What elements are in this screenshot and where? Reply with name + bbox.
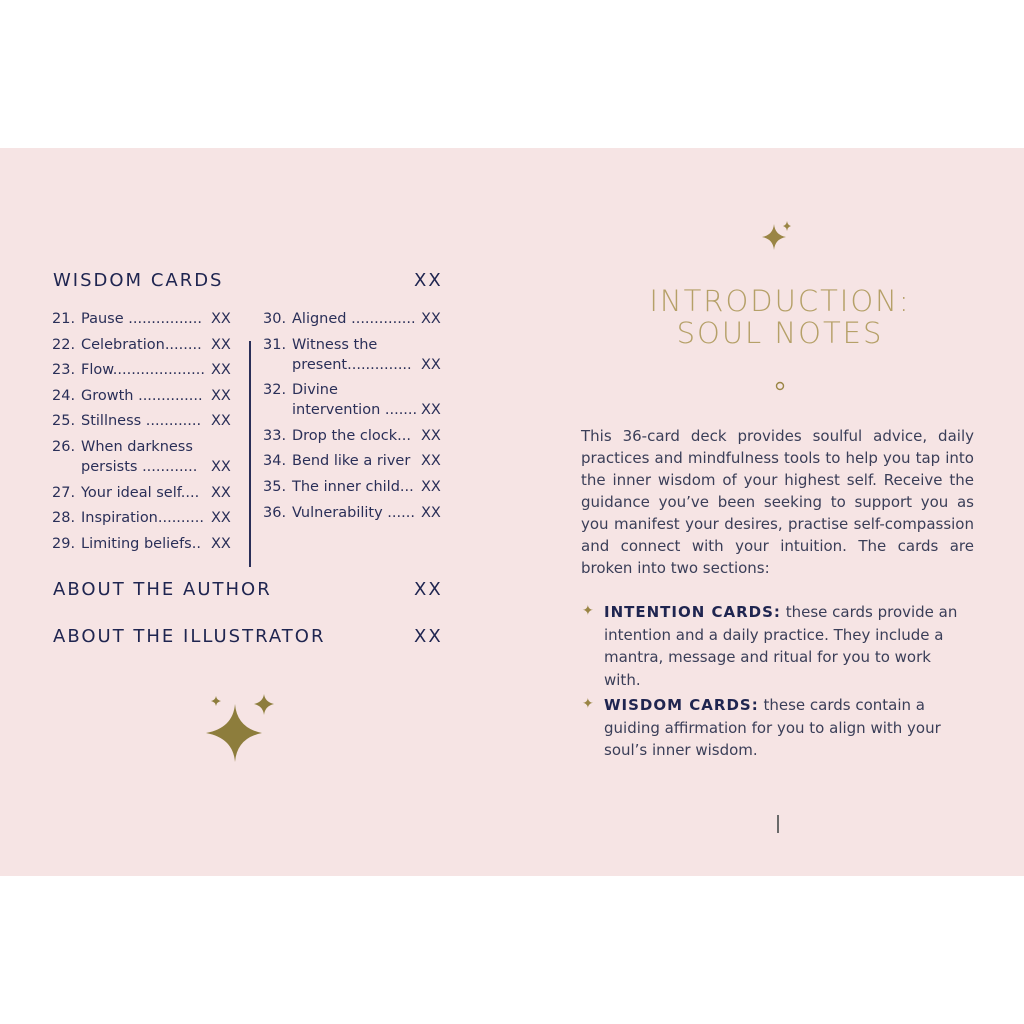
toc-entry-page: XX xyxy=(211,484,231,501)
toc-entry-number: 23. xyxy=(52,362,76,379)
toc-entry-title: Pause ................ xyxy=(81,311,202,327)
toc-entry-page: XX xyxy=(421,453,441,470)
wisdom-cards-heading: WISDOM CARDS xyxy=(53,270,224,291)
toc-entry-title: The inner child... xyxy=(292,479,414,495)
sparkle-cluster-icon xyxy=(200,690,280,770)
column-divider xyxy=(249,341,251,567)
section-bullet-text: these cards contain a guiding affirmation for you to align with your soul’s inner wisdom. xyxy=(604,696,941,759)
section-bullet-label: INTENTION CARDS: xyxy=(604,603,781,621)
toc-entry-title: Limiting beliefs.. xyxy=(81,535,201,552)
toc-entry-title: Growth .............. xyxy=(81,387,203,404)
toc-entry-page: XX xyxy=(211,362,231,379)
toc-entry-number: 32. xyxy=(263,382,287,399)
toc-entry-number: 30. xyxy=(263,311,287,327)
section-bullet xyxy=(604,694,964,762)
toc-entry-title: Inspiration.......... xyxy=(81,510,204,527)
toc-entry-number: 34. xyxy=(263,453,287,470)
toc-entry-number: 31. xyxy=(263,336,287,353)
section-bullet-text: these cards provide an intention and a daily practice. They include a mantra, message and ritual for you to work with. xyxy=(604,603,958,689)
toc-entry-title: When darkness xyxy=(81,439,193,455)
toc-entry-page: XX xyxy=(211,387,231,404)
toc-entry-title: Vulnerability ...... xyxy=(292,504,415,521)
toc-entry-number: 29. xyxy=(52,535,76,552)
toc-entry-page: XX xyxy=(211,413,231,430)
about-illustrator-heading: ABOUT THE ILLUSTRATOR xyxy=(53,626,326,647)
toc-entry-title: Celebration........ xyxy=(81,336,202,353)
toc-entry-page: XX xyxy=(211,510,231,527)
toc-entry-title-cont: persists ............ xyxy=(81,459,198,475)
intro-body-text: This 36-card deck provides soulful advice, daily practices and mindfulness tools to help you tap into the inner wisdom of your highest self. Receive the guidance you’ve been seeking to support you as you manifest your desires, practise self-compassion and connect with your intuition. The cards are broken into two sections: xyxy=(581,427,974,577)
bullet-sparkle-icon: ✦ xyxy=(582,696,594,712)
toc-entry-page: XX xyxy=(421,479,441,495)
wisdom-cards-page: XX xyxy=(414,270,443,291)
about-author-heading: ABOUT THE AUTHOR xyxy=(53,579,272,600)
toc-entry-page: XX xyxy=(211,459,231,475)
toc-entry-title: Divine xyxy=(292,382,338,399)
toc-entry-number: 24. xyxy=(52,387,76,404)
toc-entry-number: 27. xyxy=(52,484,76,501)
intro-title-line2: SOUL NOTES xyxy=(676,316,884,350)
toc-entry-number: 25. xyxy=(52,413,76,430)
circle-ornament-icon xyxy=(774,380,786,392)
bullet-sparkle-icon: ✦ xyxy=(582,603,594,619)
toc-entry-number: 35. xyxy=(263,479,287,495)
toc-entry-page: XX xyxy=(421,504,441,521)
toc-entry-page: XX xyxy=(421,427,441,444)
about-author-page: XX xyxy=(414,579,443,600)
toc-entry-title: Aligned .............. xyxy=(292,311,416,327)
toc-entry-title-cont: intervention ....... xyxy=(292,402,418,419)
toc-entry-page: XX xyxy=(421,311,441,327)
toc-entry-number: 36. xyxy=(263,504,287,521)
section-bullet-label: WISDOM CARDS: xyxy=(604,696,759,714)
toc-entry-page: XX xyxy=(421,402,441,419)
toc-entry-title: Witness the xyxy=(292,336,378,353)
intro-title-line1: INTRODUCTION: xyxy=(649,284,911,318)
toc-entry-title: Your ideal self.... xyxy=(81,484,200,501)
toc-entry-number: 28. xyxy=(52,510,76,527)
section-bullet xyxy=(604,601,964,691)
toc-entry-page: XX xyxy=(421,356,441,373)
small-sparkle-icon xyxy=(760,220,794,252)
toc-entry-title: Drop the clock... xyxy=(292,427,411,444)
toc-entry-page: XX xyxy=(211,336,231,353)
toc-entry-title: Flow.................... xyxy=(81,362,205,379)
about-illustrator-page: XX xyxy=(414,626,443,647)
toc-entry-number: 21. xyxy=(52,311,76,327)
toc-entry-page: XX xyxy=(211,311,231,327)
toc-entry-page: XX xyxy=(211,535,231,552)
toc-entry-number: 33. xyxy=(263,427,287,444)
toc-entry-title: Bend like a river xyxy=(292,453,411,470)
toc-entry-title-cont: present.............. xyxy=(292,356,412,373)
page-number-mark xyxy=(777,815,779,833)
toc-entry-number: 26. xyxy=(52,439,76,455)
toc-entry-number: 22. xyxy=(52,336,76,353)
toc-entry-title: Stillness ............ xyxy=(81,413,202,430)
